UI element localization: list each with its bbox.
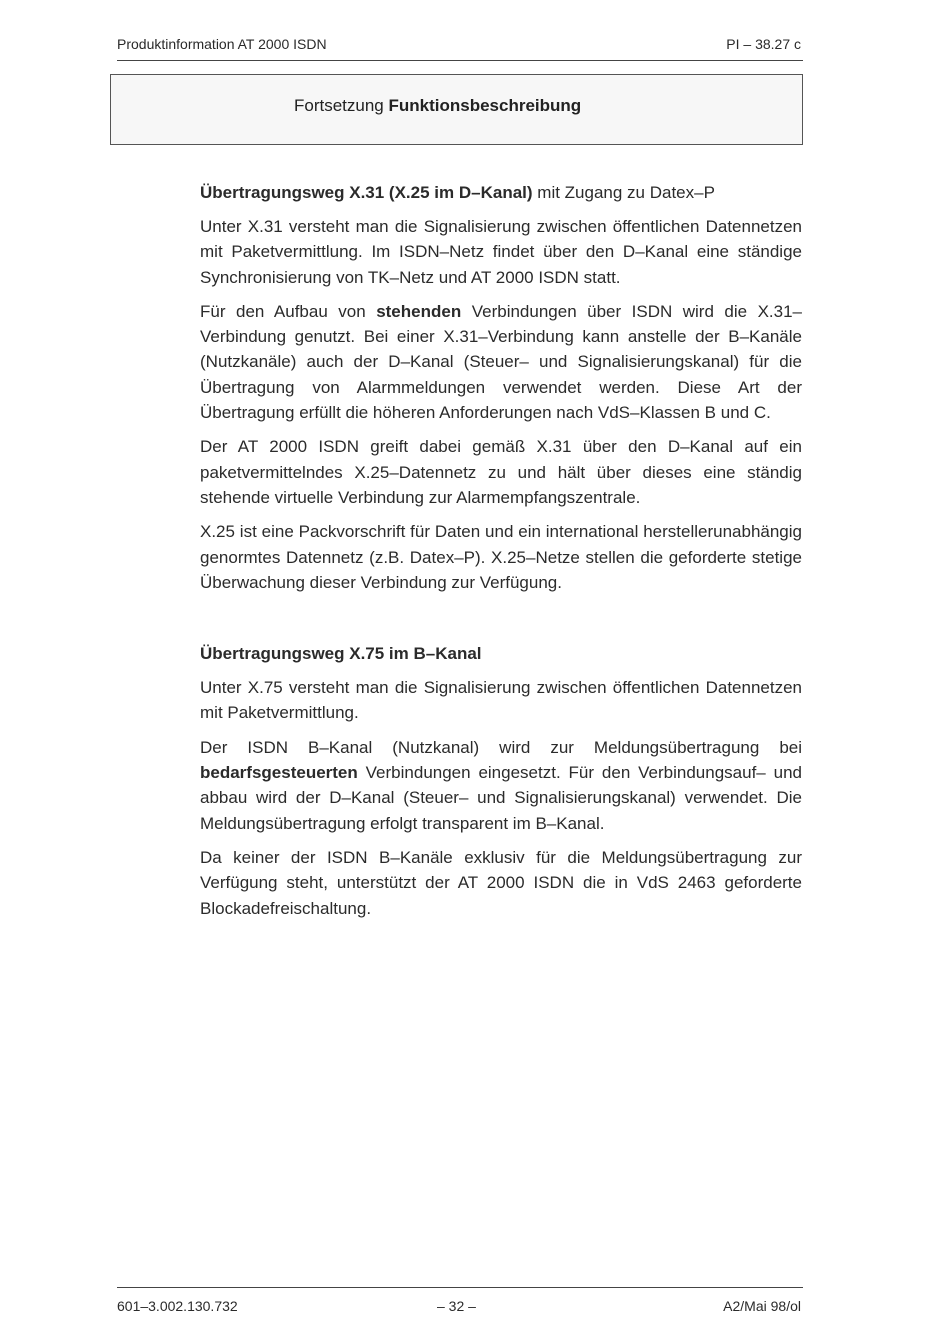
header-document-title: Produktinformation AT 2000 ISDN bbox=[117, 36, 327, 52]
heading-x75 bbox=[200, 641, 802, 666]
paragraph-x31-stehende-bold: stehenden bbox=[376, 301, 462, 321]
paragraph-x31-stehende bbox=[200, 299, 802, 425]
heading-x31-bold: Übertragungsweg X.31 (X.25 im D–Kanal) bbox=[200, 183, 533, 202]
heading-x31-normal: mit Zugang zu Datex–P bbox=[537, 183, 715, 202]
paragraph-x31-stehende-pre: Für den Aufbau von bbox=[200, 301, 366, 321]
heading-x75-bold: Übertragungsweg X.75 im B–Kanal bbox=[200, 644, 482, 664]
paragraph-x25-definition: X.25 ist eine Packvorschrift für Daten und ein international herstellerunabhängig genormtes Datennetz (z.B. Datex–P). X.25–Netze stellen die geforderte stetige Überwachung dieser Verbindung zur Verfügung. bbox=[200, 522, 802, 592]
footer-revision: A2/Mai 98/ol bbox=[723, 1298, 801, 1314]
section-spacer bbox=[200, 604, 802, 641]
heading-x31 bbox=[200, 180, 802, 205]
section-title-main: Funktionsbeschreibung bbox=[388, 96, 582, 115]
paragraph-x75-bkanal-pre: Der ISDN B–Kanal (Nutzkanal) wird zur Meldungsübertragung bei bbox=[200, 737, 802, 757]
page-header bbox=[117, 36, 803, 61]
paragraph-x75-bkanal-bold: bedarfsgesteuerten bbox=[200, 763, 358, 783]
paragraph-x75-definition: Unter X.75 versteht man die Signalisierung zwischen öffentlichen Datennetzen mit Paketvermittlung. bbox=[200, 678, 802, 723]
main-content bbox=[200, 180, 802, 930]
paragraph-x31-stehende-post: Verbindungen über ISDN wird die X.31–Verbindung genutzt. Bei einer X.31–Verbindung kann anstelle der B–Kanäle (Nutzkanäle) auch der D–Kanal (Steuer– und Signalisierungskanal) für die Übertragung von Alarmmeldungen verwendet werden. Diese Art der Übertragung erfüllt die höheren Anforderungen nach VdS–Klassen B und C. bbox=[200, 301, 803, 423]
paragraph-x31-definition: Unter X.31 versteht man die Signalisierung zwischen öffentlichen Datennetzen mit Paketvermittlung. Im ISDN–Netz findet über den D–Kanal eine ständige Synchronisierung von TK–Netz und AT 2000 ISDN statt. bbox=[200, 217, 802, 287]
paragraph-x75-bkanal bbox=[200, 735, 802, 836]
paragraph-x75-bkanal-post: Verbindungen eingesetzt. Für den Verbindungsauf– und abbau wird der D–Kanal (Steuer– und Signalisierungskanal) verwendet. Die Meldungsübertragung erfolgt transparent im B–Kanal. bbox=[200, 763, 802, 833]
section-title bbox=[294, 96, 581, 116]
footer-document-id: 601–3.002.130.732 bbox=[117, 1298, 238, 1314]
paragraph-x75-blockade: Da keiner der ISDN B–Kanäle exklusiv für die Meldungsübertragung zur Verfügung steht, unterstützt der AT 2000 ISDN die in VdS 2463 geforderte Blockadefreischaltung. bbox=[200, 847, 802, 918]
header-document-number: PI – 38.27 c bbox=[726, 36, 801, 52]
page-footer bbox=[117, 1287, 803, 1328]
section-title-box bbox=[110, 74, 803, 145]
paragraph-x31-datennetz: Der AT 2000 ISDN greift dabei gemäß X.31 über den D–Kanal auf ein paketvermittelndes X.25–Datennetz zu und hält über dieses eine ständig stehende virtuelle Verbindung zur Alarmempfangszentrale. bbox=[200, 437, 802, 507]
section-title-prefix: Fortsetzung bbox=[294, 96, 384, 115]
footer-page-number: – 32 – bbox=[437, 1298, 476, 1314]
